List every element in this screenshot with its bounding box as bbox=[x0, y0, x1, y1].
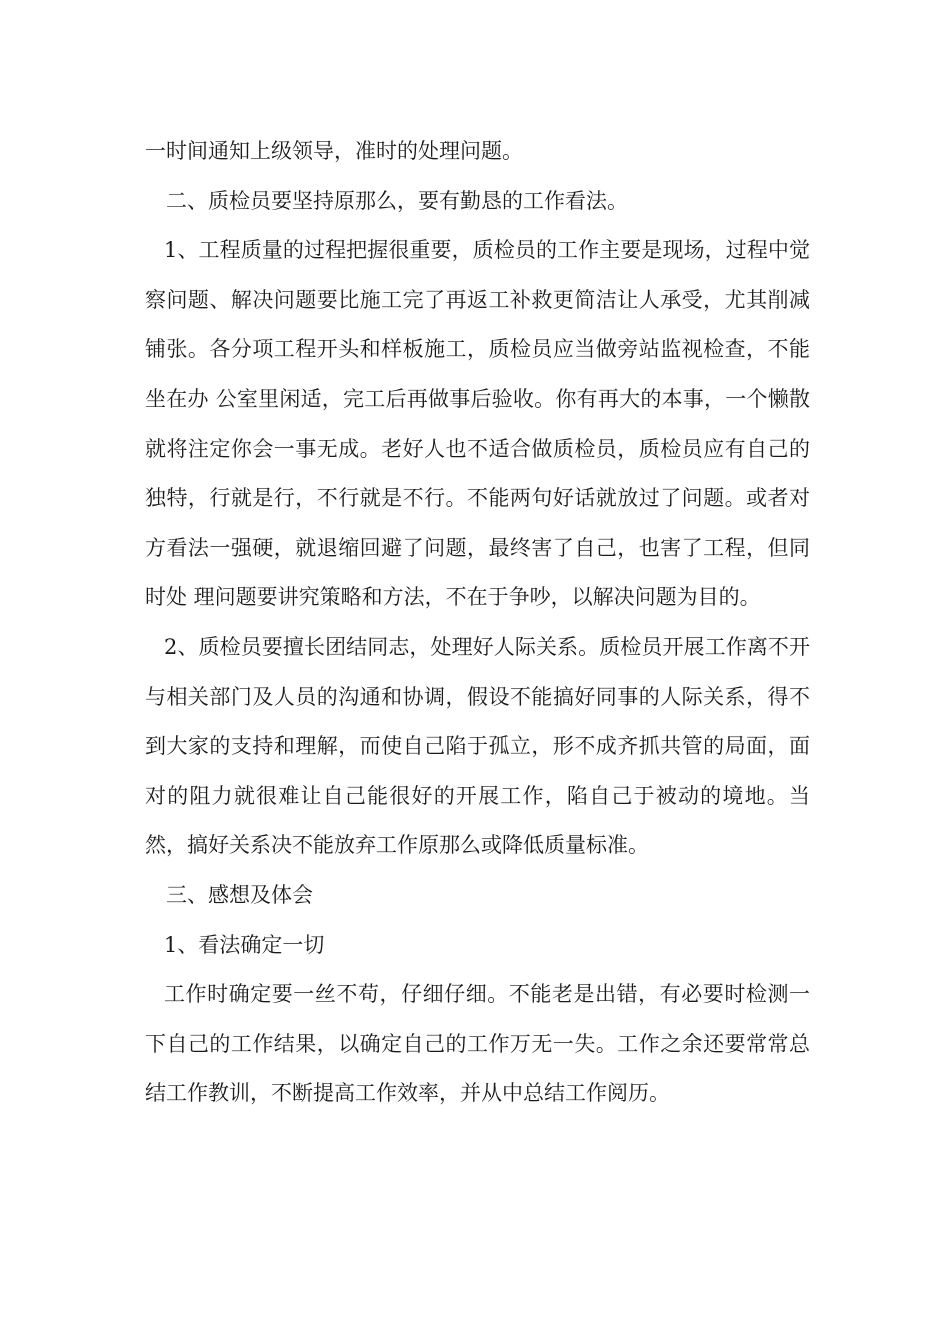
section-heading-three: 三、感想及体会 bbox=[166, 882, 313, 907]
paragraph-item-2: 2、质检员要擅长团结同志，处理好人际关系。质检员开展工作离不开与相关部门及人员的沟通和协调，假设不能搞好同事的人际关系，得不到大家的支持和理解，而使自己陷于孤立，形不成齐抓共管的局面，面对的阻力就很难让自己能很好的开展工作，陷自己于被动的境地。当然，搞好关系决不能放弃工作原那么或降低质量标准。 bbox=[145, 634, 810, 858]
paragraph-continuation: 一时间通知上级领导，准时的处理问题。 bbox=[145, 139, 523, 163]
subheading-item-1: 1、看法确定一切 bbox=[164, 932, 325, 957]
document-body bbox=[145, 127, 810, 1119]
section-heading-two: 二、质检员要坚持原那么，要有勤恳的工作看法。 bbox=[166, 188, 628, 213]
paragraph-attitude: 工作时确定要一丝不苟，仔细仔细。不能老是出错，有必要时检测一下自己的工作结果，以确定自己的工作万无一失。工作之余还要常常总结工作教训，不断提高工作效率，并从中总结工作阅历。 bbox=[145, 982, 810, 1106]
paragraph-item-1: 1、工程质量的过程把握很重要，质检员的工作主要是现场，过程中觉察问题、解决问题要比施工完了再返工补救更简洁让人承受，尤其削减铺张。各分项工程开头和样板施工，质检员应当做旁站监视检查，不能坐在办 公室里闲适，完工后再做事后验收。你有再大的本事，一个懒散就将注定你会一事无成。老好人也不适合做质检员，质检员应有自己的独特，行就是行，不行就是不行。不能两句好话就放过了问题。或者对方看法一强硬，就退缩回避了问题，最终害了自己，也害了工程，但同时处 理问题要讲究策略和方法，不在于争吵，以解决问题为目的。 bbox=[145, 238, 810, 610]
